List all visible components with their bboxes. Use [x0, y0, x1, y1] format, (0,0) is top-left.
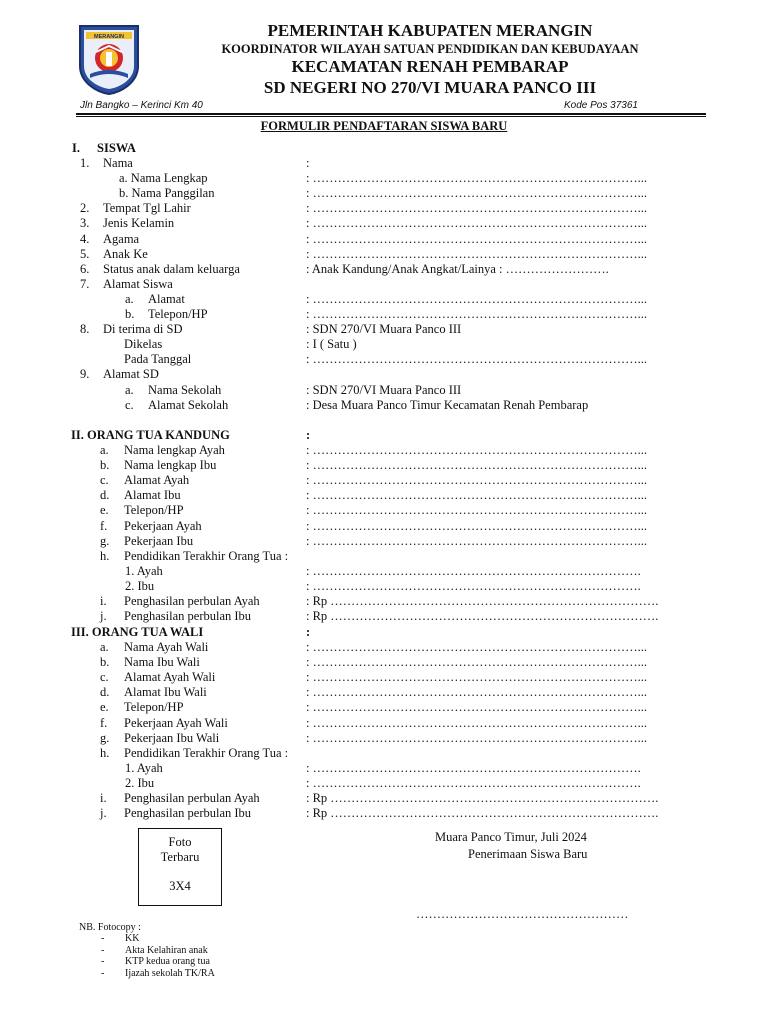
row-letter: c. [100, 473, 109, 488]
field-label: Pendidikan Terakhir Orang Tua : [124, 745, 289, 760]
row-number: 5. [80, 246, 90, 261]
field-label: Telepon/HP [124, 700, 184, 715]
field-label: Alamat SD [103, 367, 159, 382]
section1-heading-num: I. [72, 141, 80, 155]
field-label: 2. Ibu [125, 578, 155, 593]
photo-box [138, 828, 222, 906]
field-label: Jenis Kelamin [103, 216, 175, 231]
field-value: : Rp ……………………………………………………………………. [306, 806, 659, 821]
row-letter: c. [100, 670, 109, 685]
field-value: : ……………………………………………………………………... [306, 533, 647, 548]
field-value: : ……………………………………………………………………... [306, 231, 647, 246]
notes-title: NB. Fotocopy : [79, 922, 141, 933]
field-label: Telepon/HP [124, 503, 184, 518]
field-value: : ……………………………………………………………………... [306, 171, 647, 186]
field-value: : ……………………………………………………………………... [306, 246, 647, 261]
row-letter: g. [100, 730, 110, 745]
header-government: PEMERINTAH KABUPATEN MERANGIN [267, 21, 593, 40]
signature-place-date: Muara Panco Timur, Juli 2024 [435, 830, 587, 844]
row-number: 3. [80, 216, 90, 231]
field-value: : Rp ……………………………………………………………………. [306, 791, 659, 805]
row-letter: b. [100, 655, 110, 670]
header-rule-thin [76, 116, 706, 117]
field-value: : ……………………………………………………………………... [306, 488, 647, 503]
field-value: : ……………………………………………………………………... [306, 700, 647, 715]
row-letter: f. [100, 715, 108, 730]
notes-item: KK [125, 933, 140, 944]
section3-heading: III. ORANG TUA WALI [71, 625, 204, 639]
field-label: Penghasilan perbulan Ayah [124, 594, 260, 608]
svg-text:MERANGIN: MERANGIN [94, 34, 124, 40]
row-letter: g. [100, 533, 110, 548]
notes-bullet: - [101, 933, 105, 944]
notes-item: KTP kedua orang tua [125, 956, 210, 967]
field-value: : ……………………………………………………………………... [306, 443, 647, 457]
field-value: : SDN 270/VI Muara Panco III [306, 322, 462, 337]
row-letter: b. [100, 458, 110, 473]
field-label: Alamat Ibu Wali [124, 685, 207, 700]
header-address: Jln Bangko – Kerinci Km 40 [80, 100, 203, 111]
field-value: : Rp ……………………………………………………………………. [306, 609, 659, 624]
header-rule-thick [76, 113, 706, 115]
field-value: : ……………………………………………………………………... [306, 201, 647, 216]
row-number: 9. [80, 367, 90, 382]
field-label: a. Nama Lengkap [119, 171, 208, 186]
row-number: 2. [80, 201, 90, 216]
field-label: Nama Ayah Wali [124, 640, 209, 654]
notes-item: Ijazah sekolah TK/RA [125, 967, 215, 979]
field-label: Alamat Siswa [103, 276, 173, 291]
row-letter: f. [100, 518, 108, 533]
field-label: Di terima di SD [103, 322, 183, 337]
field-value: : ……………………………………………………………………... [306, 715, 647, 730]
photo-box-line2: Terbaru [160, 850, 200, 864]
section1-heading: SISWA [97, 141, 136, 155]
field-label: Nama lengkap Ibu [124, 458, 217, 473]
field-value: : Rp ……………………………………………………………………. [306, 594, 659, 608]
field-label: Anak Ke [103, 246, 148, 261]
field-value: : ……………………………………………………………………... [306, 730, 647, 745]
field-label: Nama Sekolah [148, 382, 222, 397]
row-sub-letter: a. [125, 291, 134, 306]
field-label: Dikelas [124, 337, 163, 352]
header-school: SD NEGERI NO 270/VI MUARA PANCO III [263, 78, 597, 97]
field-value: : ……………………………………………………………………... [306, 307, 647, 321]
field-value: : ……………………………………………………………………... [306, 352, 647, 367]
row-letter: e. [100, 503, 109, 518]
header-postcode: Kode Pos 37361 [564, 100, 638, 111]
field-value: : ……………………………………………………………………... [306, 685, 647, 700]
field-label: Agama [103, 231, 140, 246]
photo-box-size: 3X4 [169, 879, 191, 893]
field-value: : ……………………………………………………………………... [306, 640, 647, 654]
field-value: : ……………………………………………………………………. [306, 563, 641, 578]
field-value: : ……………………………………………………………………... [306, 186, 647, 201]
field-value: : ……………………………………………………………………. [306, 578, 641, 593]
field-label: Pekerjaan Ayah Wali [124, 715, 228, 730]
row-number: 7. [80, 276, 90, 291]
field-label: Alamat Ayah Wali [124, 670, 216, 685]
field-label: Alamat Ayah [124, 473, 190, 488]
row-sub-letter: c. [125, 397, 134, 412]
row-letter: a. [100, 640, 109, 654]
field-value: : SDN 270/VI Muara Panco III [306, 382, 462, 397]
row-number: 6. [80, 261, 90, 276]
row-letter: j. [100, 806, 107, 821]
field-value: : ……………………………………………………………………. [306, 775, 641, 790]
field-value: : [306, 156, 310, 170]
signature-line: …………………………………………… [416, 907, 629, 921]
row-number: 8. [80, 322, 90, 337]
field-value: : ……………………………………………………………………... [306, 655, 647, 670]
field-value: : Anak Kandung/Anak Angkat/Lainya : ……………………. [306, 261, 609, 276]
row-letter: a. [100, 443, 109, 457]
field-label: Nama [103, 156, 133, 170]
row-sub-letter: a. [125, 382, 134, 397]
field-value: : ……………………………………………………………………... [306, 670, 647, 685]
row-sub-letter: b. [125, 307, 135, 321]
field-label: Pekerjaan Ibu [124, 533, 194, 548]
field-label: Alamat Sekolah [148, 397, 229, 412]
form-title: FORMULIR PENDAFTARAN SISWA BARU [260, 119, 508, 133]
field-label: Pekerjaan Ibu Wali [124, 730, 220, 745]
row-letter: d. [100, 488, 110, 503]
field-label: Penghasilan perbulan Ibu [124, 609, 252, 624]
section3-colon: : [306, 625, 311, 639]
field-label: 1. Ayah [125, 563, 163, 578]
row-letter: h. [100, 548, 110, 563]
notes-item: Akta Kelahiran anak [125, 944, 208, 956]
section2-colon: : [306, 428, 311, 442]
field-label: Alamat [148, 291, 185, 306]
notes-bullet: - [101, 967, 105, 979]
field-label: Alamat Ibu [124, 488, 181, 503]
field-value: : ……………………………………………………………………... [306, 216, 647, 231]
row-number: 1. [80, 156, 90, 170]
field-label: 2. Ibu [125, 775, 155, 790]
field-value: : I ( Satu ) [306, 337, 357, 352]
notes-bullet: - [101, 956, 105, 967]
row-letter: j. [100, 609, 107, 624]
field-label: Pekerjaan Ayah [124, 518, 202, 533]
field-value: : ……………………………………………………………………... [306, 291, 647, 306]
section2-heading: II. ORANG TUA KANDUNG [71, 428, 230, 442]
field-label: Tempat Tgl Lahir [103, 201, 191, 216]
photo-box-line1: Foto [168, 835, 192, 849]
field-value: : ……………………………………………………………………... [306, 473, 647, 488]
notes-bullet: - [101, 944, 105, 956]
field-label: Telepon/HP [148, 307, 208, 321]
field-label: Pada Tanggal [124, 352, 192, 367]
field-label: Penghasilan perbulan Ibu [124, 806, 252, 821]
field-label: Penghasilan perbulan Ayah [124, 791, 260, 805]
field-label: Pendidikan Terakhir Orang Tua : [124, 548, 289, 563]
field-value: : ……………………………………………………………………... [306, 503, 647, 518]
field-label: Nama Ibu Wali [124, 655, 200, 670]
row-letter: d. [100, 685, 110, 700]
signature-role: Penerimaan Siswa Baru [468, 847, 588, 861]
field-value: : ……………………………………………………………………... [306, 518, 647, 533]
row-letter: i. [100, 594, 107, 608]
row-letter: h. [100, 745, 110, 760]
field-label: b. Nama Panggilan [119, 186, 215, 201]
field-label: Status anak dalam keluarga [103, 261, 240, 276]
field-value: : ……………………………………………………………………. [306, 760, 641, 775]
field-value: : Desa Muara Panco Timur Kecamatan Renah Pembarap [306, 397, 589, 412]
field-value: : ……………………………………………………………………... [306, 458, 647, 473]
row-letter: e. [100, 700, 109, 715]
row-number: 4. [80, 231, 90, 246]
header-coordinator: KOORDINATOR WILAYAH SATUAN PENDIDIKAN DAN KEBUDAYAAN [221, 42, 639, 56]
header-district: KECAMATAN RENAH PEMBARAP [291, 57, 569, 76]
row-letter: i. [100, 791, 107, 805]
field-label: Nama lengkap Ayah [124, 443, 225, 457]
field-label: 1. Ayah [125, 760, 163, 775]
